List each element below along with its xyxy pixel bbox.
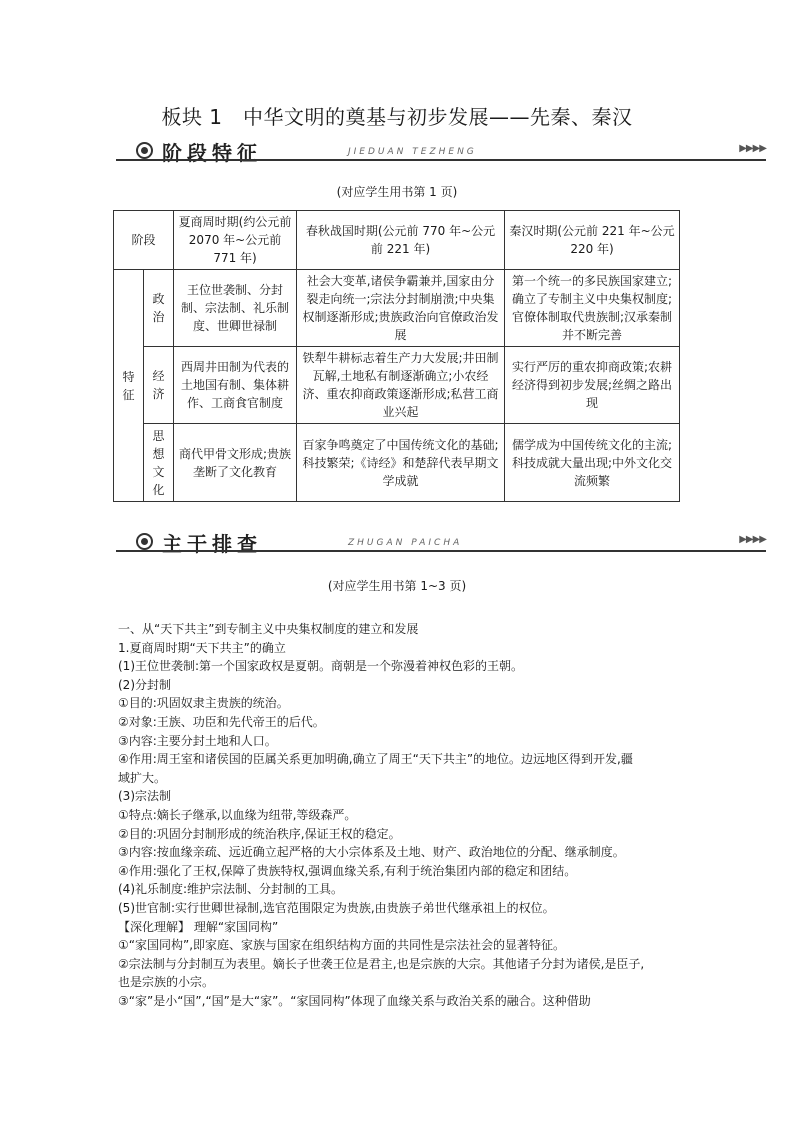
text-line: ①目的:巩固奴隶主贵族的统治。: [118, 696, 289, 711]
table-cell: 儒学成为中国传统文化的主流;科技成就大量出现;中外文化交流频繁: [505, 424, 680, 502]
table-row: [114, 347, 680, 424]
feature-label-cell: 特征: [114, 270, 144, 502]
table-row: [114, 424, 680, 502]
text-line: 一、从“天下共主”到专制主义中央集权制度的建立和发展: [118, 622, 419, 636]
text-line: 域扩大。: [118, 770, 167, 785]
text-line: 1.夏商周时期“天下共主”的确立: [118, 640, 286, 655]
text-line: ③内容:按血缘亲疏、远近确立起严格的大小宗体系及土地、财产、政治地位的分配、继承制度。: [118, 845, 625, 860]
stage-label-cell: 阶段: [114, 211, 174, 270]
text-line: 也是宗族的小宗。: [118, 975, 215, 990]
text-line: ②对象:王族、功臣和先代帝王的后代。: [118, 714, 325, 729]
text-line: ①“家国同构”,即家庭、家族与国家在组织结构方面的共同性是宗法社会的显著特征。: [118, 938, 566, 953]
text-line: (5)世官制:实行世卿世禄制,选官范围限定为贵族,由贵族子弟世代继承祖上的权位。: [118, 900, 555, 915]
period-header-cell: 夏商周时期(约公元前 2070 年~公元前 771 年): [174, 211, 297, 270]
banner-heading: 主干排查: [162, 532, 262, 556]
banner-heading: 阶段特征: [162, 141, 262, 165]
text-line: ①特点:嫡长子继承,以血缘为纽带,等级森严。: [118, 807, 357, 822]
text-line: ④作用:强化了王权,保障了贵族特权,强调血缘关系,有利于统治集团内部的稳定和团结。: [118, 863, 577, 878]
text-line: (4)礼乐制度:维护宗法制、分封制的工具。: [118, 882, 344, 897]
student-book-reference: (对应学生用书第 1~3 页): [327, 579, 467, 593]
period-header-cell: 秦汉时期(公元前 221 年~公元 220 年): [505, 211, 680, 270]
arrow-right-icon: ▶▶▶▶: [739, 534, 766, 545]
banner-rule: [116, 159, 766, 161]
table-cell: 百家争鸣奠定了中国传统文化的基础;科技繁荣;《诗经》和楚辞代表早期文学成就: [297, 424, 505, 502]
text-line: (1)王位世袭制:第一个国家政权是夏朝。商朝是一个弥漫着神权色彩的王朝。: [118, 659, 524, 674]
target-circle-icon: [136, 533, 153, 550]
row-label-cell: 经济: [144, 347, 174, 424]
text-line: (2)分封制: [118, 677, 171, 692]
text-line: ②目的:巩固分封制形成的统治秩序,保证王权的稳定。: [118, 826, 401, 841]
section-banner-stage-features: [116, 139, 766, 165]
table-cell: 商代甲骨文形成;贵族垄断了文化教育: [174, 424, 297, 502]
row-label-cell: 思想文化: [144, 424, 174, 502]
banner-pinyin: ZHUGAN PAICHA: [348, 538, 463, 548]
text-line: 【深化理解】 理解“家国同构”: [118, 919, 279, 934]
text-line: (3)宗法制: [118, 789, 171, 804]
text-line: ③“家”是小“国”,“国”是大“家”。“家国同构”体现了血缘关系与政治关系的融合。这种借助: [118, 993, 591, 1008]
table-row: [114, 270, 680, 347]
text-line: ③内容:主要分封土地和人口。: [118, 733, 277, 748]
table-cell: 王位世袭制、分封制、宗法制、礼乐制度、世卿世禄制: [174, 270, 297, 347]
page-title: 板块 1 中华文明的奠基与初步发展——先秦、秦汉: [161, 105, 633, 129]
banner-pinyin: JIEDUAN TEZHENG: [348, 147, 477, 157]
body-text: [118, 620, 698, 1010]
table-cell: 社会大变革,诸侯争霸兼并,国家由分裂走向统一;宗法分封制崩溃;中央集权制逐渐形成;贵族政治向官僚政治发展: [297, 270, 505, 347]
arrow-right-icon: ▶▶▶▶: [739, 143, 766, 154]
row-label-cell: 政治: [144, 270, 174, 347]
student-book-reference: (对应学生用书第 1 页): [336, 185, 458, 199]
table-cell: 西周井田制为代表的土地国有制、集体耕作、工商食官制度: [174, 347, 297, 424]
text-line: ②宗法制与分封制互为表里。嫡长子世袭王位是君主,也是宗族的大宗。其他诸子分封为诸侯,是臣子,: [118, 956, 645, 971]
table-cell: 实行严厉的重农抑商政策;农耕经济得到初步发展;丝绸之路出现: [505, 347, 680, 424]
target-circle-icon: [136, 142, 153, 159]
stage-features-table: [113, 210, 680, 502]
section-banner-main-review: [116, 530, 766, 556]
table-cell: 第一个统一的多民族国家建立;确立了专制主义中央集权制度;官僚体制取代贵族制;汉承秦制并不断完善: [505, 270, 680, 347]
banner-rule: [116, 550, 766, 552]
table-header-row: [114, 211, 680, 270]
period-header-cell: 春秋战国时期(公元前 770 年~公元前 221 年): [297, 211, 505, 270]
table-cell: 铁犁牛耕标志着生产力大发展;井田制瓦解,土地私有制逐渐确立;小农经济、重农抑商政策逐渐形成;私营工商业兴起: [297, 347, 505, 424]
text-line: ④作用:周王室和诸侯国的臣属关系更加明确,确立了周王“天下共主”的地位。边远地区得到开发,疆: [118, 752, 633, 767]
